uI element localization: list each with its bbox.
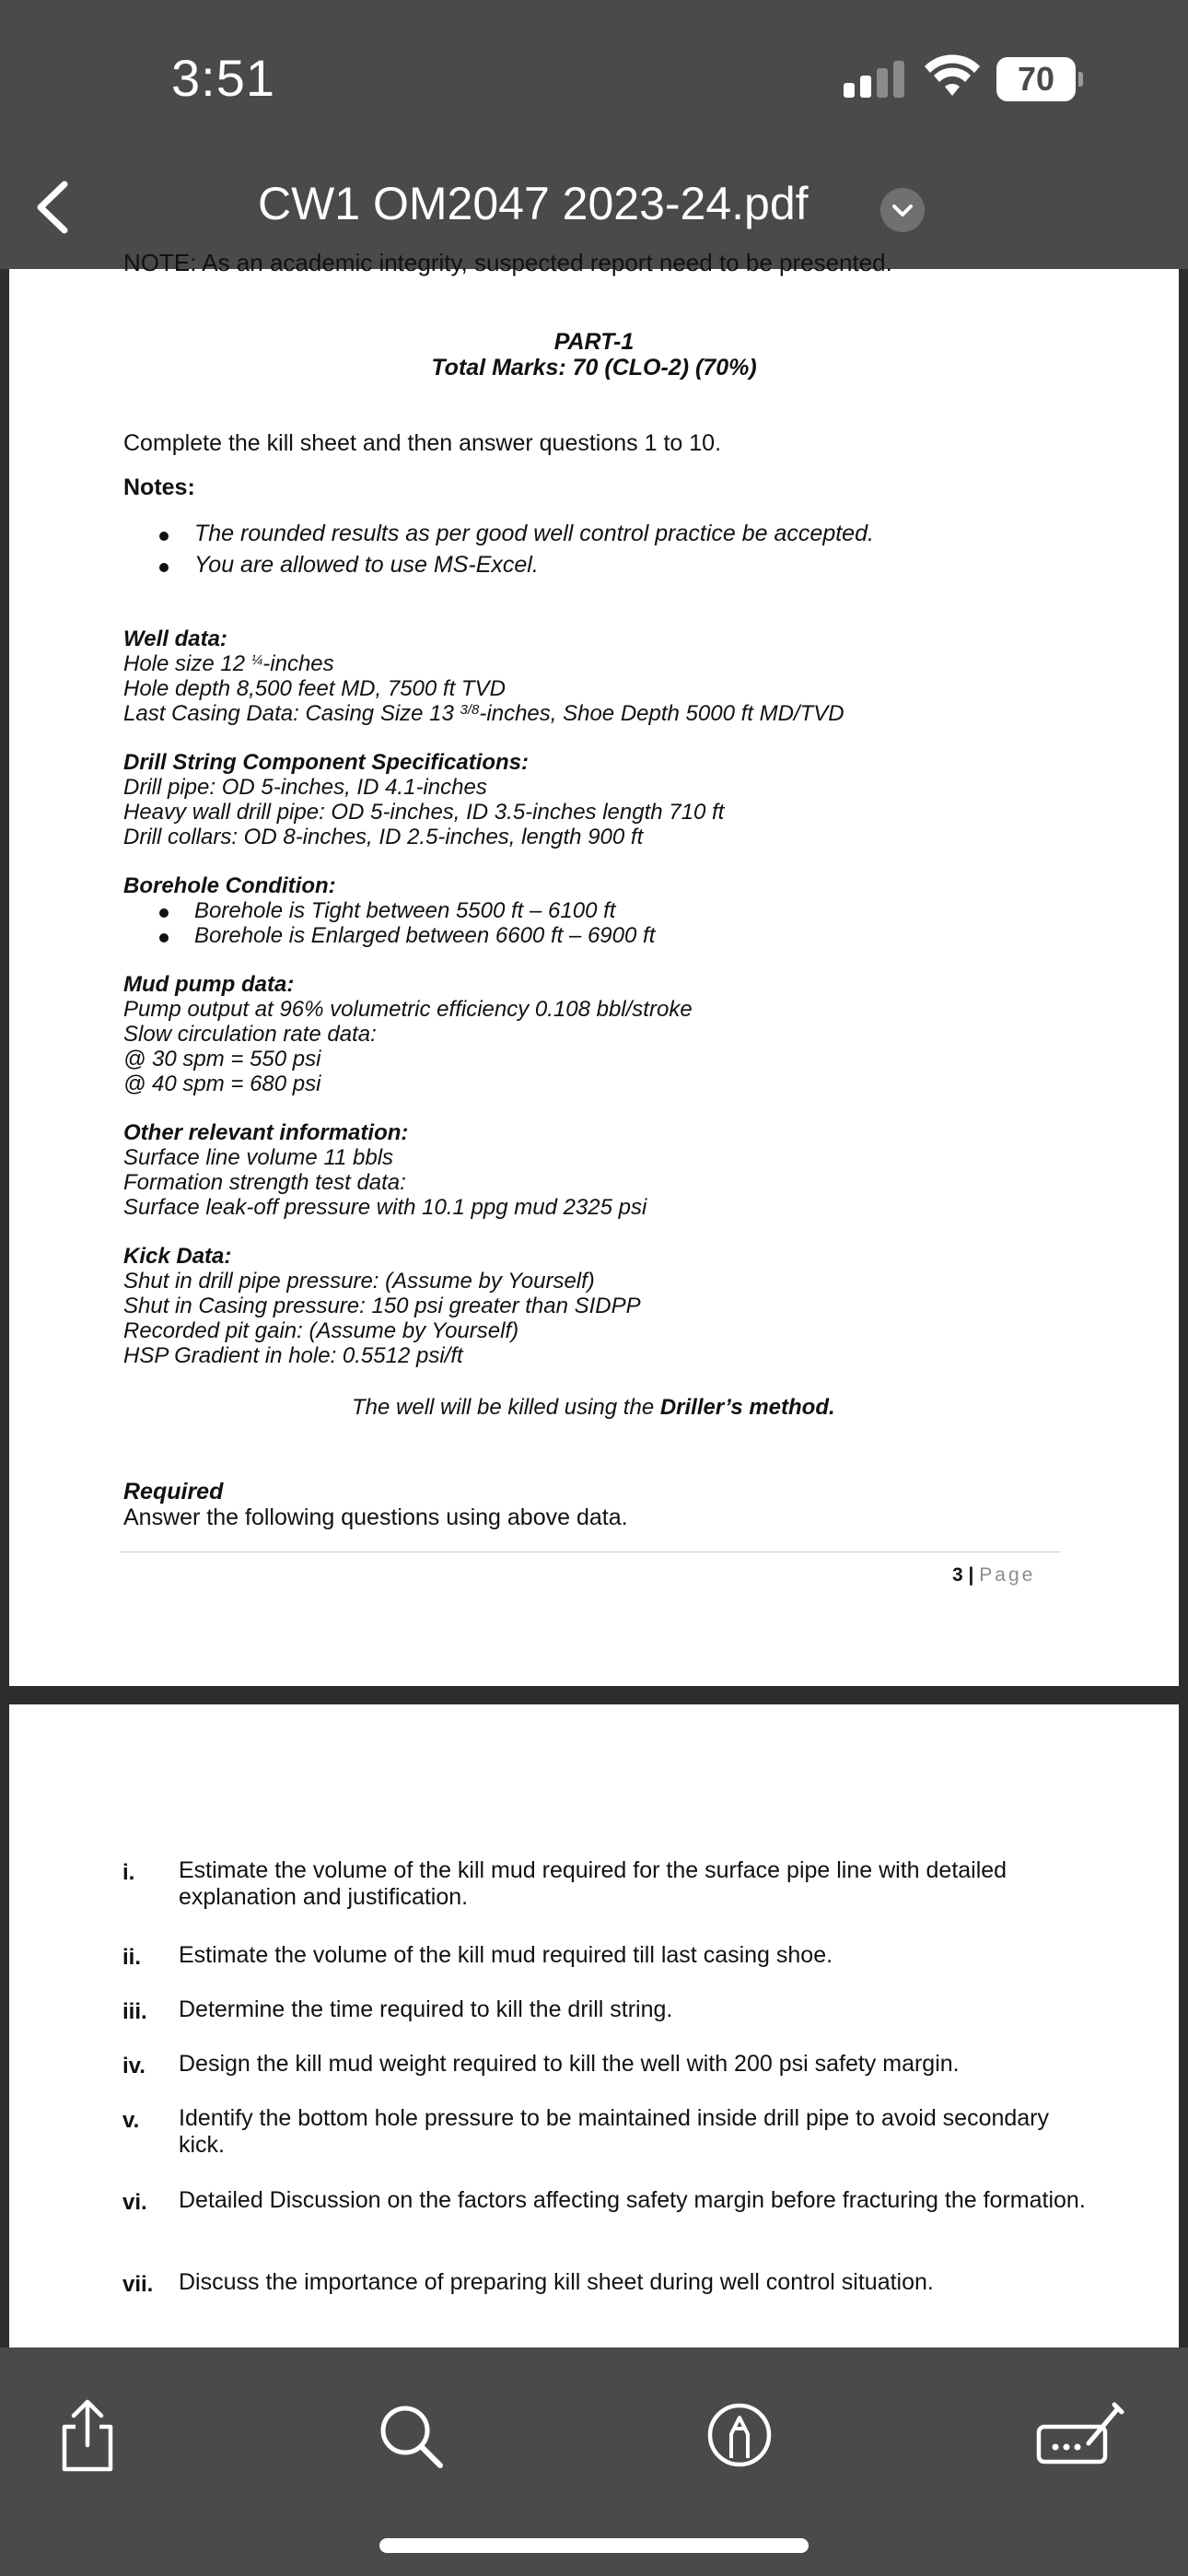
hole-size: Hole size 12 $^{\frac{1}{4}}$-inches bbox=[123, 651, 334, 676]
question-number: vii. bbox=[122, 2272, 154, 2297]
bullet-icon bbox=[159, 908, 169, 918]
well-data-heading: Well data: bbox=[123, 626, 227, 651]
kick-data-line: Shut in Casing pressure: 150 psi greater than SIDPP bbox=[123, 1294, 641, 1318]
pdf-page-4 bbox=[9, 1704, 1179, 2348]
status-time: 3:51 bbox=[171, 49, 275, 107]
battery-indicator bbox=[996, 57, 1083, 101]
question-number: ii. bbox=[122, 1945, 142, 1970]
mud-pump-heading: Mud pump data: bbox=[123, 972, 295, 997]
mud-pump-line: @ 40 spm = 680 psi bbox=[123, 1071, 321, 1096]
note-item: The rounded results as per good well control practice be accepted. bbox=[194, 521, 874, 546]
kill-method: The well will be killed using the Driller’s method. bbox=[352, 1395, 835, 1420]
document-title[interactable]: CW1 OM2047 2023-24.pdf bbox=[258, 178, 809, 229]
drill-string-heading: Drill String Component Specifications: bbox=[123, 750, 530, 775]
kick-data-line: Recorded pit gain: (Assume by Yourself) bbox=[123, 1318, 519, 1343]
mud-pump-line: Pump output at 96% volumetric efficiency 0.108 bbl/stroke bbox=[123, 997, 693, 1022]
pdf-viewer[interactable] bbox=[0, 249, 1188, 2348]
kick-data-line: HSP Gradient in hole: 0.5512 psi/ft bbox=[123, 1343, 463, 1368]
drill-string-line: Drill pipe: OD 5-inches, ID 4.1-inches bbox=[123, 775, 487, 800]
borehole-line: Borehole is Tight between 5500 ft – 6100 ft bbox=[194, 898, 616, 923]
part-title: PART-1 bbox=[553, 329, 635, 355]
markup-pen-icon[interactable] bbox=[698, 2394, 781, 2476]
question-text: Determine the time required to kill the drill string. bbox=[179, 1996, 673, 2022]
intro-text: Complete the kill sheet and then answer questions 1 to 10. bbox=[123, 430, 722, 456]
question-text: Detailed Discussion on the factors affecting safety margin before fracturing the formation. bbox=[179, 2187, 1086, 2213]
cellular-signal-icon bbox=[844, 61, 904, 98]
question-number: vi. bbox=[122, 2190, 147, 2215]
battery-level: 70 bbox=[1017, 60, 1055, 98]
borehole-heading: Borehole Condition: bbox=[123, 873, 336, 898]
chevron-down-icon bbox=[880, 188, 925, 232]
drill-string-line: Drill collars: OD 8-inches, ID 2.5-inches, length 900 ft bbox=[123, 825, 644, 849]
page-number: 3 | Page bbox=[952, 1564, 1036, 1586]
wifi-icon bbox=[925, 55, 980, 98]
question-text: Design the kill mud weight required to kill the well with 200 psi safety margin. bbox=[179, 2051, 960, 2077]
question-number: i. bbox=[122, 1860, 135, 1885]
required-heading: Required bbox=[123, 1479, 224, 1505]
question-text: Identify the bottom hole pressure to be maintained inside drill pipe to avoid secondary kick. bbox=[179, 2105, 1050, 2158]
notes-heading: Notes: bbox=[123, 474, 195, 500]
bullet-icon bbox=[159, 933, 169, 943]
top-bar bbox=[0, 0, 1188, 269]
pdf-page-3 bbox=[9, 249, 1179, 1686]
total-marks: Total Marks: 70 (CLO-2) (70%) bbox=[431, 355, 757, 381]
note-item: You are allowed to use MS-Excel. bbox=[194, 552, 539, 578]
question-text: Estimate the volume of the kill mud required till last casing shoe. bbox=[179, 1942, 833, 1968]
edit-keyboard-icon[interactable] bbox=[1035, 2394, 1127, 2476]
required-text: Answer the following questions using above data. bbox=[123, 1505, 628, 1530]
other-info-heading: Other relevant information: bbox=[123, 1120, 409, 1145]
mud-pump-line: @ 30 spm = 550 psi bbox=[123, 1047, 321, 1071]
bullet-icon bbox=[159, 532, 169, 541]
share-icon[interactable] bbox=[46, 2394, 129, 2476]
other-info-line: Surface leak-off pressure with 10.1 ppg mud 2325 psi bbox=[123, 1195, 647, 1220]
borehole-line: Borehole is Enlarged between 6600 ft – 6900 ft bbox=[194, 923, 656, 948]
question-number: v. bbox=[122, 2108, 140, 2133]
question-text: Discuss the importance of preparing kill sheet during well control situation. bbox=[179, 2269, 934, 2295]
footer-divider bbox=[120, 1551, 1061, 1552]
home-indicator[interactable] bbox=[379, 2538, 809, 2553]
question-number: iv. bbox=[122, 2054, 146, 2078]
question-text: Estimate the volume of the kill mud required for the surface pipe line with detailed explanation and justification. bbox=[179, 1857, 1007, 1910]
question-number: iii. bbox=[122, 1999, 147, 2024]
kick-data-heading: Kick Data: bbox=[123, 1244, 232, 1269]
back-chevron-icon[interactable] bbox=[28, 175, 83, 240]
other-info-line: Formation strength test data: bbox=[123, 1170, 406, 1195]
title-menu-button[interactable] bbox=[880, 188, 925, 232]
drill-string-line: Heavy wall drill pipe: OD 5-inches, ID 3.5-inches length 710 ft bbox=[123, 800, 725, 825]
search-icon[interactable] bbox=[370, 2394, 453, 2476]
kick-data-line: Shut in drill pipe pressure: (Assume by Yourself) bbox=[123, 1269, 595, 1294]
hole-depth: Hole depth 8,500 feet MD, 7500 ft TVD bbox=[123, 676, 506, 701]
mud-pump-line: Slow circulation rate data: bbox=[123, 1022, 377, 1047]
other-info-line: Surface line volume 11 bbls bbox=[123, 1145, 394, 1170]
clipped-note-line: NOTE: As an academic integrity, suspected report need to be presented. bbox=[123, 249, 892, 276]
bullet-icon bbox=[159, 563, 169, 572]
casing-data: Last Casing Data: Casing Size 13 $^{3/8}$-inches, Shoe Depth 5000 ft MD/TVD bbox=[123, 701, 844, 726]
